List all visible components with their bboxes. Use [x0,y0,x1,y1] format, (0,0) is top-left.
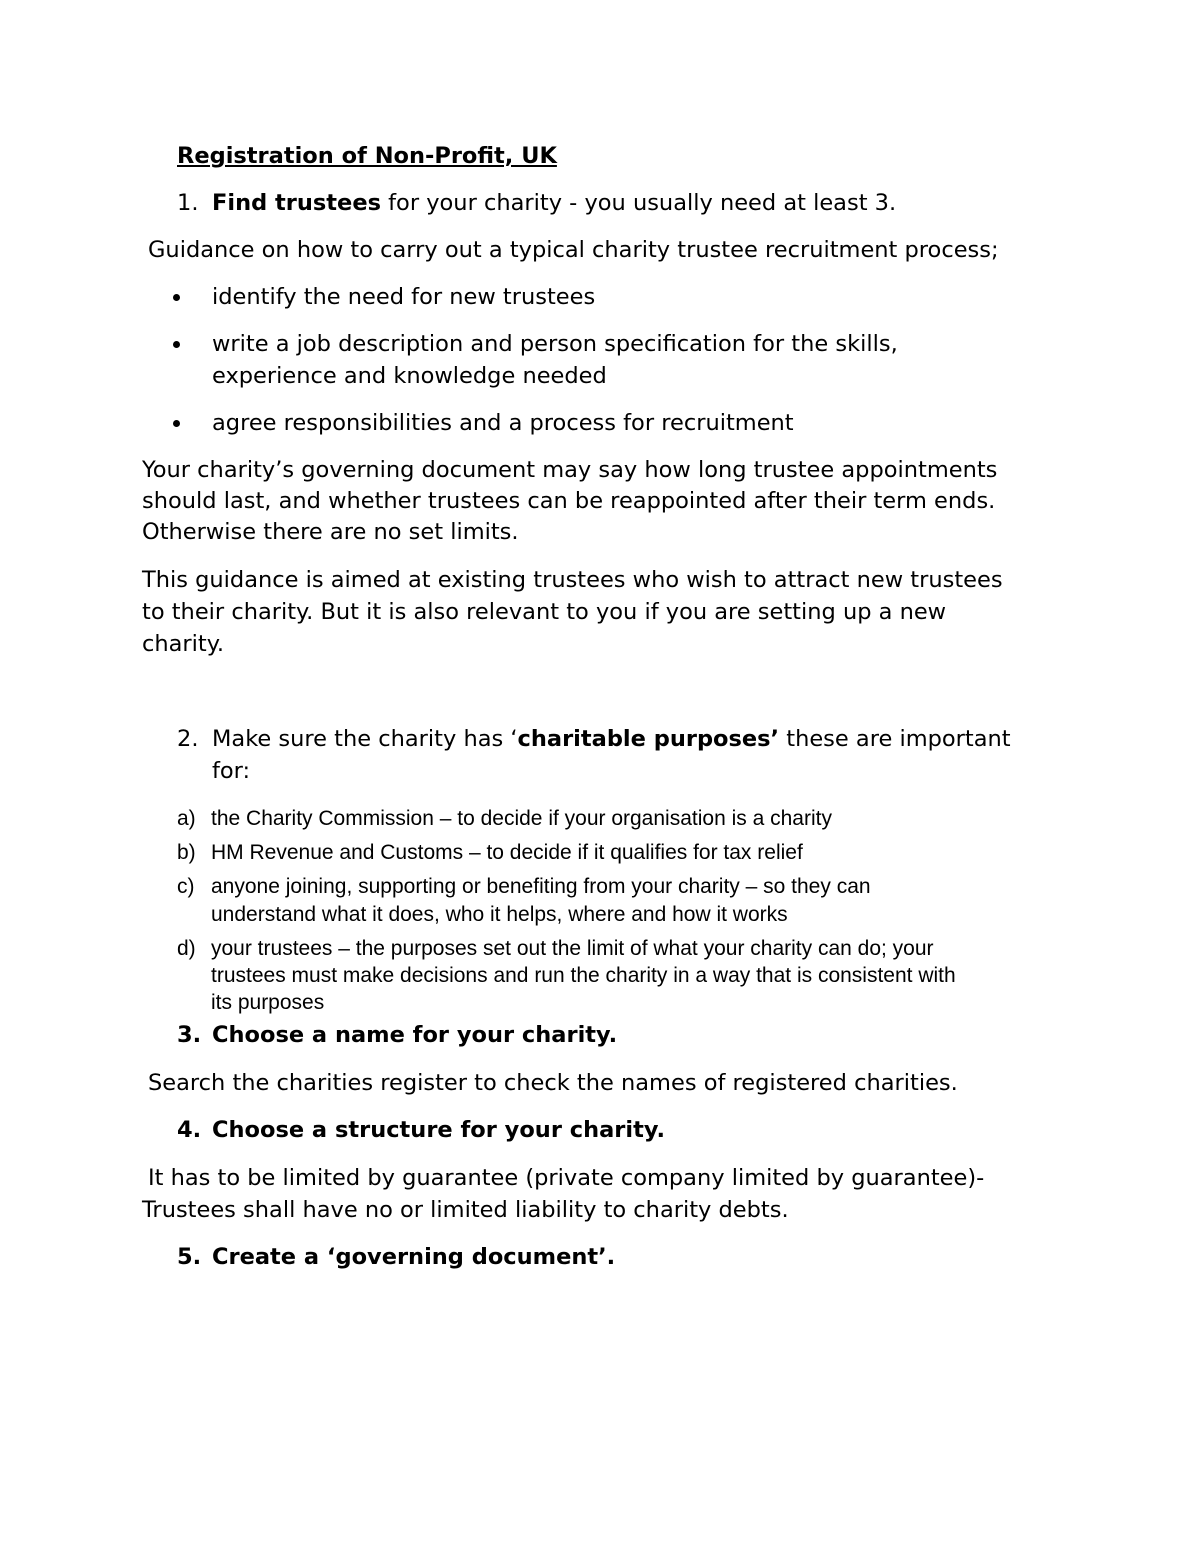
step-number: 1. [177,190,199,216]
step-number: 3. [177,1022,202,1048]
purpose-item-continued: its purposes [211,991,325,1014]
purpose-item: the Charity Commission – to decide if your organisation is a charity [211,807,832,830]
step-2-heading-continued: for: [212,758,251,784]
step-2-bold: charitable purposes’ [517,726,780,752]
bullet-item-continued: experience and knowledge needed [212,363,607,389]
purpose-item-continued: trustees must make decisions and run the charity in a way that is consistent with [211,964,956,987]
list-letter: a) [177,807,196,830]
list-letter: b) [177,841,196,864]
step-1-heading [212,187,896,219]
document-title: Registration of Non-Profit, UK [177,143,557,169]
purpose-item: anyone joining, supporting or benefiting from your charity – so they can [211,875,871,898]
paragraph-line: should last, and whether trustees can be reappointed after their term ends. [142,488,996,514]
bullet-dot [172,329,184,361]
step-2-heading [212,723,1011,755]
bullet-item: identify the need for new trustees [212,284,596,310]
paragraph-line: charity. [142,631,225,657]
bullet-dot [172,408,184,440]
guidance-intro: Guidance on how to carry out a typical charity trustee recruitment process; [148,237,999,263]
step-3-heading: Choose a name for your charity. [212,1022,618,1048]
step-number: 5. [177,1244,202,1270]
list-letter: c) [177,875,195,898]
paragraph-line: to their charity. But it is also relevant to you if you are setting up a new [142,599,947,625]
step-4-body-line: It has to be limited by guarantee (private company limited by guarantee)- [148,1165,985,1191]
purpose-item-continued: understand what it does, who it helps, where and how it works [211,903,788,926]
paragraph-line: Your charity’s governing document may say how long trustee appointments [142,457,998,483]
bullet-item: write a job description and person specification for the skills, [212,331,898,357]
step-1-bold: Find trustees [212,190,381,216]
step-2-post: these are important [779,726,1011,752]
paragraph-line: This guidance is aimed at existing trustees who wish to attract new trustees [142,567,1003,593]
purpose-item: HM Revenue and Customs – to decide if it qualifies for tax relief [211,841,803,864]
step-5-heading: Create a ‘governing document’. [212,1244,616,1270]
bullet-item: agree responsibilities and a process for recruitment [212,410,794,436]
step-number: 2. [177,726,199,752]
paragraph-line: Otherwise there are no set limits. [142,519,519,545]
list-letter: d) [177,937,196,960]
step-4-heading: Choose a structure for your charity. [212,1117,666,1143]
purpose-item: your trustees – the purposes set out the limit of what your charity can do; your [211,937,934,960]
bullet-dot [172,282,184,314]
step-number: 4. [177,1117,202,1143]
step-4-body-line: Trustees shall have no or limited liability to charity debts. [142,1197,789,1223]
step-3-body: Search the charities register to check the names of registered charities. [148,1070,958,1096]
step-1-rest: for your charity - you usually need at least 3. [380,190,897,216]
step-2-pre: Make sure the charity has ‘ [212,726,518,752]
